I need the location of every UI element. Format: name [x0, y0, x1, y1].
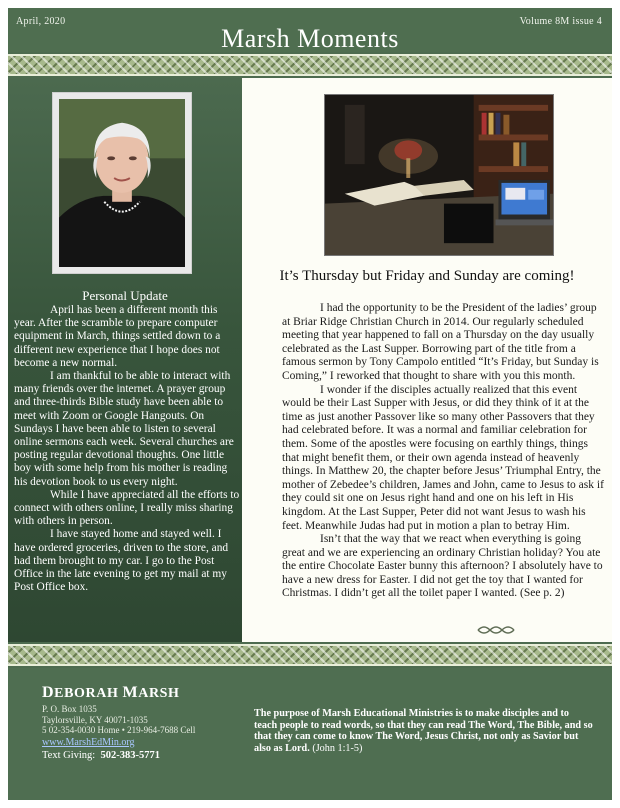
personal-update-column [8, 78, 242, 642]
article-title: It’s Thursday but Friday and Sunday are coming! [279, 268, 575, 284]
mission-statement: The purpose of Marsh Educational Ministries is to make disciples and to teach people to read words, so that they can read The Word, The Bible, and so that they can come to know The Word, Jesus Christ, not only as Savior but also as Lord. (John 1:1-5) [254, 708, 593, 754]
newsletter-page [8, 8, 612, 800]
newsletter-title: Marsh Moments [221, 24, 399, 53]
contact-name: DEBORAH MARSH [42, 684, 180, 701]
text-giving: Text Giving: 502-383-5771 [42, 749, 160, 761]
article-paragraph: I wonder if the disciples actually realized that this event would be their Last Supper with Jesus, or did they think of it at the time as just another Passover like so many other Passovers that they had celebrated before. It was a normal and familiar celebration for them. Some of the apostles were focusing on earthly things, things that might benefit them, or their own agenda instead of heavenly things. In Matthew 20, the chapter before Jesus’ Triumphal Entry, the mother of Zebedee’s children, James and John, came to Jesus to ask if they could sit one on Jesus right hand and one on his left in His kingdom. At the Last Supper, Peter did not want Jesus to wash his feet. Meanwhile Judas had put in motion a plan to betray Him. [282, 383, 604, 532]
portrait-frame [52, 92, 192, 274]
article-paragraph: I had the opportunity to be the President of the ladies’ group at Briar Ridge Christian Church in 2014. Our regularly scheduled meeting that year happened to fall on a Thursday on the day usually celebrated as the Last Supper. Borrowing part of the title from a famous sermon by Tony Campolo entitled “It’s Friday, but Sunday is Coming,” I reworked that thought to share with you this month. [282, 302, 599, 382]
knot-ornament [476, 624, 516, 636]
author-portrait [59, 99, 185, 267]
personal-update-paragraph: While I have appreciated all the efforts to connect with others online, I really miss sharing with others in person. [14, 488, 240, 528]
personal-update-paragraph: I have stayed home and stayed well. I have ordered groceries, driven to the store, and had them brought to my car. I go to the Post Office in the late evening to get my mail at my Post Office box. [14, 528, 229, 594]
decorative-band-bottom [8, 644, 612, 666]
phone-numbers: 5 02-354-0030 Home • 219-964-7688 Cell [42, 725, 196, 735]
personal-update-paragraph: I am thankful to be able to interact with many friends over the internet. A prayer group and three-thirds Bible study have been able to meet with Zoom or Google Hangouts. On Sundays I have been able to listen to several online sermons each week. Several churches are posting regular devotional thoughts. One little boy with some help from his mother is reading his devotion book to us every night. [14, 370, 234, 488]
decorative-band-top [8, 54, 612, 76]
footer [8, 668, 612, 800]
website-link[interactable]: www.MarshEdMin.org [42, 736, 135, 748]
personal-update-paragraph: April has been a different month this year. After the scramble to prepare computer equipment in March, things settled down to a different new experience that I hope does not become a new normal. [14, 304, 221, 369]
address-line-2: Taylorsville, KY 40071-1035 [42, 714, 148, 725]
issue-date: April, 2020 [16, 16, 66, 27]
article-column [242, 78, 612, 642]
contact-block [42, 684, 195, 762]
scripture-reference: (John 1:1-5) [312, 742, 363, 754]
desk-photo [324, 94, 554, 256]
masthead [8, 8, 612, 52]
personal-update-body [14, 304, 240, 594]
personal-update-heading: Personal Update [82, 288, 168, 303]
volume-issue: Volume 8M issue 4 [519, 16, 602, 27]
address-line-1: P. O. Box 1035 [42, 704, 97, 714]
article-paragraph: Isn’t that the way that we react when everything is going great and we are experiencing an ordinary Christian holiday? You ate the entire Chocolate Easter bunny this afternoon? I absolutely have to have a new dress for Easter. I did not get the toy that I wanted for Christmas. I didn’t get all the toilet paper I wanted. (See p. 2) [282, 533, 603, 600]
article-body [282, 302, 606, 601]
